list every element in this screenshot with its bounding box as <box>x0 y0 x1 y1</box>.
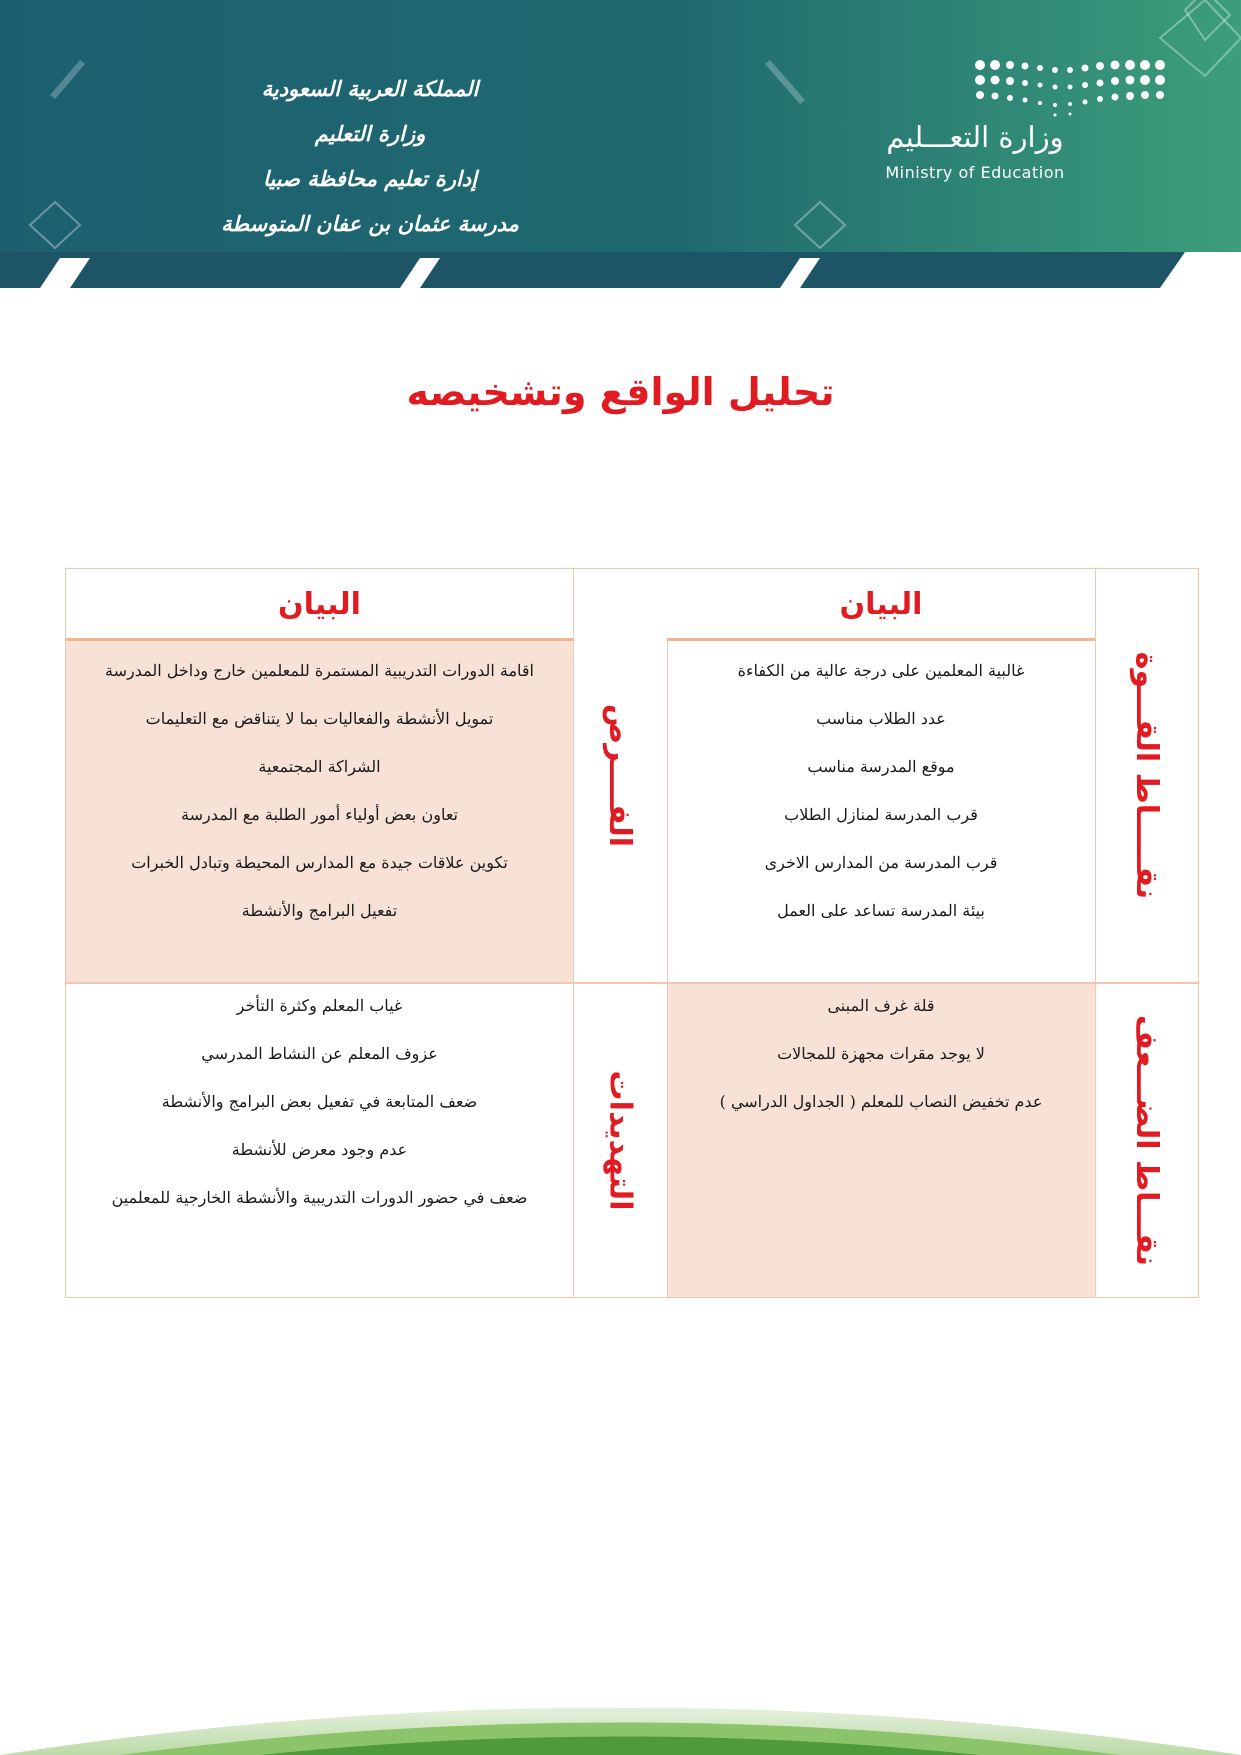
list-item: عدم وجود معرض للأنشطة <box>231 1140 408 1159</box>
list-item: غالبية المعلمين على درجة عالية من الكفاءة <box>737 661 1025 680</box>
list-item: تفعيل البرامج والأنشطة <box>241 901 398 920</box>
list-item: قلة غرف المبنى <box>827 996 935 1015</box>
school-line-ministry: وزارة التعليم <box>314 121 426 146</box>
list-item: تمويل الأنشطة والفعاليات بما لا يتناقض مع التعليمات <box>145 709 494 728</box>
school-name-block <box>170 66 570 246</box>
footer-decoration <box>0 1670 1241 1755</box>
school-line-directorate: إدارة تعليم محافظة صبيا <box>263 166 477 191</box>
threats-list <box>66 984 573 1224</box>
school-line-country: المملكة العربية السعودية <box>261 76 479 101</box>
weaknesses-list <box>667 984 1095 1128</box>
list-item: غياب المعلم وكثرة التأخر <box>236 996 403 1015</box>
footer-wave <box>0 1670 1241 1755</box>
threats-label-cell <box>573 984 667 1297</box>
list-item: ضعف في حضور الدورات التدريبية والأنشطة الخارجية للمعلمين <box>111 1188 528 1207</box>
strengths-header: البيان <box>667 569 1095 641</box>
opportunities-list <box>66 649 573 937</box>
list-item: عدم تخفيض النصاب للمعلم ( الجداول الدراسي ) <box>719 1092 1043 1111</box>
ministry-logo-arabic: وزارة التعـــليم <box>886 120 1064 154</box>
swot-table <box>65 568 1199 1298</box>
opportunities-label-cell <box>573 569 667 982</box>
school-line-school: مدرسة عثمان بن عفان المتوسطة <box>221 211 519 236</box>
list-item: تكوين علاقات جيدة مع المدارس المحيطة وتبادل الخبرات <box>131 853 508 872</box>
weaknesses-label-cell <box>1095 984 1198 1297</box>
list-item: عدد الطلاب مناسب <box>816 709 946 728</box>
list-item: بيئة المدرسة تساعد على العمل <box>777 901 985 920</box>
threats-label: التهديدات <box>602 1070 638 1211</box>
list-item: اقامة الدورات التدريبية المستمرة للمعلمين خارج وداخل المدرسة <box>105 661 534 680</box>
strengths-label: نقـــــاط القـــوة <box>1128 651 1164 900</box>
list-item: ضعف المتابعة في تفعيل بعض البرامج والأنشطة <box>161 1092 478 1111</box>
list-item: عزوف المعلم عن النشاط المدرسي <box>201 1044 438 1063</box>
header-banner <box>0 0 1241 288</box>
list-item: موقع المدرسة مناسب <box>807 757 955 776</box>
list-item: قرب المدرسة لمنازل الطلاب <box>784 805 978 824</box>
page-title: تحليل الواقع وتشخيصه <box>406 370 835 414</box>
list-item: لا يوجد مقرات مجهزة للمجالات <box>777 1044 985 1063</box>
opportunities-label: الفــــرص <box>602 703 638 848</box>
strengths-label-cell <box>1095 569 1198 982</box>
weaknesses-label: نقـــاط الضـــعف <box>1128 1014 1164 1267</box>
list-item: تعاون بعض أولياء أمور الطلبة مع المدرسة <box>180 805 458 824</box>
strengths-list <box>667 649 1095 937</box>
list-item: قرب المدرسة من المدارس الاخرى <box>764 853 998 872</box>
opportunities-header: البيان <box>66 569 573 641</box>
ministry-logo-english: Ministry of Education <box>885 163 1065 182</box>
list-item: الشراكة المجتمعية <box>258 757 381 776</box>
